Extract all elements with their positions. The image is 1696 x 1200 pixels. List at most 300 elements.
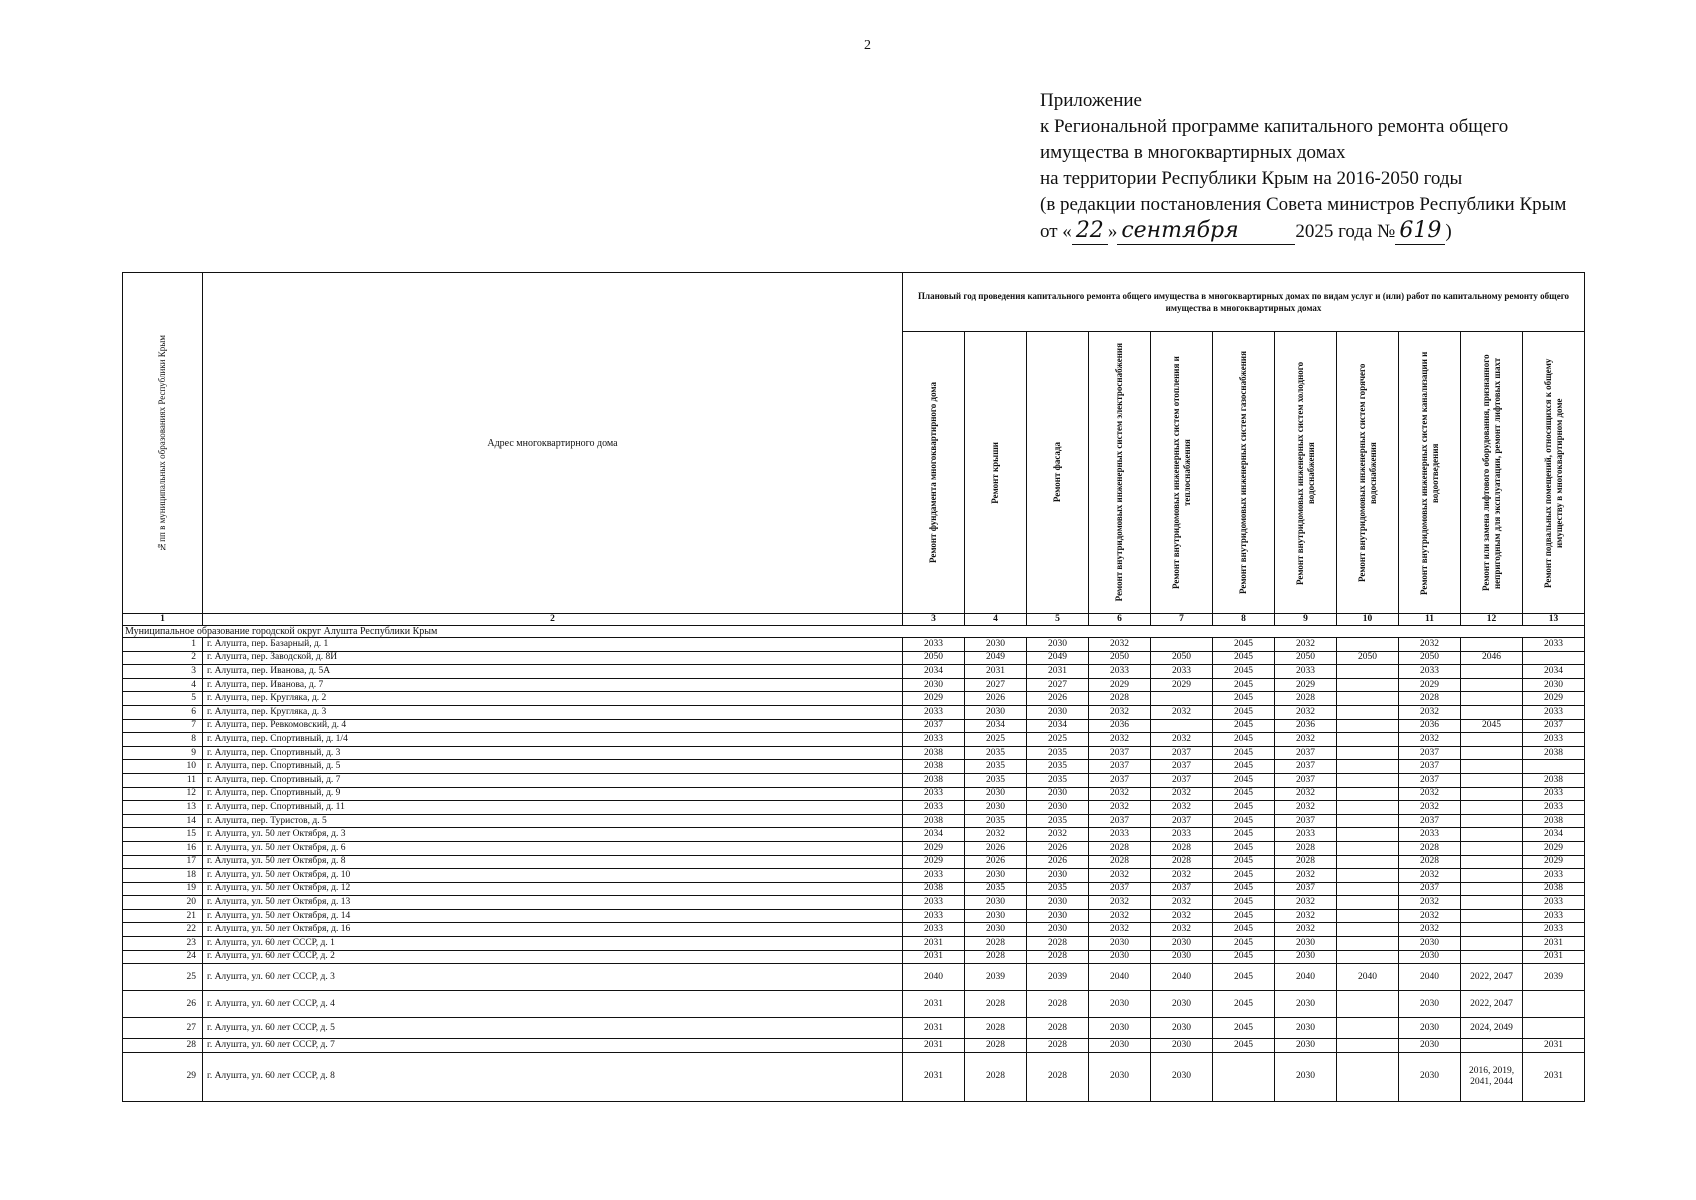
year-cell: 2031 bbox=[903, 950, 965, 964]
year-cell: 2036 bbox=[1089, 719, 1151, 733]
year-cell: 2031 bbox=[903, 1039, 965, 1053]
year-cell: 2032 bbox=[1275, 909, 1337, 923]
table-body bbox=[123, 614, 1585, 1102]
year-cell: 2033 bbox=[1523, 733, 1585, 747]
table-row bbox=[123, 760, 1585, 774]
column-number: 7 bbox=[1151, 614, 1213, 626]
year-cell bbox=[1461, 760, 1523, 774]
year-cell: 2030 bbox=[1151, 950, 1213, 964]
year-cell: 2032 bbox=[1151, 733, 1213, 747]
year-cell: 2045 bbox=[1213, 814, 1275, 828]
year-cell: 2045 bbox=[1213, 855, 1275, 869]
row-number: 7 bbox=[123, 719, 203, 733]
year-cell: 2040 bbox=[1151, 964, 1213, 991]
year-cell: 2035 bbox=[1027, 773, 1089, 787]
year-text: 2025 года № bbox=[1295, 221, 1396, 242]
year-cell: 2032 bbox=[1151, 705, 1213, 719]
column-number: 4 bbox=[965, 614, 1027, 626]
year-cell: 2032 bbox=[1089, 638, 1151, 652]
column-number: 1 bbox=[123, 614, 203, 626]
year-cell: 2037 bbox=[1399, 773, 1461, 787]
year-cell bbox=[1337, 937, 1399, 951]
year-cell: 2033 bbox=[903, 705, 965, 719]
year-cell: 2032 bbox=[1089, 733, 1151, 747]
row-number: 27 bbox=[123, 1018, 203, 1039]
year-cell: 2037 bbox=[1089, 773, 1151, 787]
year-cell: 2031 bbox=[903, 1018, 965, 1039]
row-number: 9 bbox=[123, 746, 203, 760]
year-cell: 2032 bbox=[1275, 787, 1337, 801]
year-cell: 2034 bbox=[965, 719, 1027, 733]
row-number: 12 bbox=[123, 787, 203, 801]
year-cell bbox=[1337, 855, 1399, 869]
year-cell: 2050 bbox=[1399, 651, 1461, 665]
page-number: 2 bbox=[864, 38, 871, 53]
table-row bbox=[123, 869, 1585, 883]
year-cell: 2031 bbox=[1523, 950, 1585, 964]
year-cell: 2026 bbox=[1027, 855, 1089, 869]
year-cell: 2045 bbox=[1213, 773, 1275, 787]
work-type-header: Ремонт внутридомовых инженерных систем горячего водоснабжения bbox=[1337, 332, 1399, 614]
work-type-header: Ремонт внутридомовых инженерных систем отопления и теплоснабжения bbox=[1151, 332, 1213, 614]
year-cell: 2033 bbox=[1523, 787, 1585, 801]
year-cell: 2030 bbox=[1027, 801, 1089, 815]
table-row bbox=[123, 787, 1585, 801]
year-cell bbox=[1337, 705, 1399, 719]
year-cell: 2033 bbox=[1523, 801, 1585, 815]
address-cell: г. Алушта, пер. Спортивный, д. 5 bbox=[203, 760, 903, 774]
year-cell: 2028 bbox=[1275, 841, 1337, 855]
year-cell: 2037 bbox=[1275, 746, 1337, 760]
address-cell: г. Алушта, пер. Базарный, д. 1 bbox=[203, 638, 903, 652]
year-cell: 2032 bbox=[1275, 638, 1337, 652]
year-cell: 2037 bbox=[903, 719, 965, 733]
year-cell: 2045 bbox=[1213, 1018, 1275, 1039]
table-row bbox=[123, 855, 1585, 869]
handwritten-day: 22 bbox=[1072, 218, 1108, 245]
date-suffix: ) bbox=[1445, 221, 1452, 242]
year-cell bbox=[1461, 705, 1523, 719]
year-cell: 2033 bbox=[903, 638, 965, 652]
year-cell: 2028 bbox=[1027, 1052, 1089, 1101]
column-number: 2 bbox=[203, 614, 903, 626]
year-cell: 2035 bbox=[1027, 746, 1089, 760]
appendix-header bbox=[1040, 88, 1566, 245]
year-cell bbox=[1461, 733, 1523, 747]
year-cell: 2039 bbox=[1523, 964, 1585, 991]
year-cell: 2037 bbox=[1151, 882, 1213, 896]
row-number: 10 bbox=[123, 760, 203, 774]
row-number: 25 bbox=[123, 964, 203, 991]
year-cell bbox=[1151, 638, 1213, 652]
year-cell: 2038 bbox=[903, 760, 965, 774]
year-cell: 2032 bbox=[1399, 638, 1461, 652]
year-cell: 2038 bbox=[1523, 746, 1585, 760]
year-cell: 2045 bbox=[1213, 1039, 1275, 1053]
table-row bbox=[123, 964, 1585, 991]
repair-schedule-table-wrap bbox=[122, 272, 1584, 1102]
address-cell: г. Алушта, ул. 50 лет Октября, д. 13 bbox=[203, 896, 903, 910]
year-cell: 2040 bbox=[903, 964, 965, 991]
year-cell: 2034 bbox=[903, 665, 965, 679]
year-cell: 2033 bbox=[903, 733, 965, 747]
year-cell: 2037 bbox=[1275, 760, 1337, 774]
address-cell: г. Алушта, ул. 50 лет Октября, д. 8 bbox=[203, 855, 903, 869]
section-row bbox=[123, 626, 1585, 638]
row-number: 13 bbox=[123, 801, 203, 815]
year-cell: 2033 bbox=[1523, 705, 1585, 719]
year-cell: 2032 bbox=[1151, 869, 1213, 883]
year-cell: 2030 bbox=[1275, 950, 1337, 964]
year-cell: 2030 bbox=[1151, 1052, 1213, 1101]
year-cell: 2030 bbox=[1399, 937, 1461, 951]
year-cell bbox=[1337, 814, 1399, 828]
year-cell: 2045 bbox=[1213, 937, 1275, 951]
table-row bbox=[123, 950, 1585, 964]
year-cell: 2032 bbox=[1089, 909, 1151, 923]
year-cell: 2026 bbox=[965, 855, 1027, 869]
year-cell: 2030 bbox=[1089, 1039, 1151, 1053]
year-cell: 2028 bbox=[1399, 692, 1461, 706]
row-number: 3 bbox=[123, 665, 203, 679]
year-cell: 2034 bbox=[1523, 665, 1585, 679]
year-cell: 2026 bbox=[965, 692, 1027, 706]
table-row bbox=[123, 1052, 1585, 1101]
year-cell: 2035 bbox=[965, 746, 1027, 760]
year-cell: 2037 bbox=[1399, 760, 1461, 774]
year-cell: 2026 bbox=[1027, 841, 1089, 855]
address-cell: г. Алушта, ул. 60 лет СССР, д. 7 bbox=[203, 1039, 903, 1053]
year-cell: 2030 bbox=[903, 678, 965, 692]
year-cell: 2033 bbox=[1089, 665, 1151, 679]
year-cell: 2032 bbox=[1089, 896, 1151, 910]
year-cell: 2050 bbox=[1275, 651, 1337, 665]
year-cell bbox=[1337, 638, 1399, 652]
year-cell: 2032 bbox=[1399, 869, 1461, 883]
year-cell bbox=[1461, 841, 1523, 855]
year-cell: 2045 bbox=[1213, 638, 1275, 652]
year-cell: 2030 bbox=[1151, 1039, 1213, 1053]
year-cell: 2030 bbox=[1275, 1052, 1337, 1101]
year-cell: 2030 bbox=[1027, 923, 1089, 937]
year-cell bbox=[1337, 692, 1399, 706]
year-cell bbox=[1337, 923, 1399, 937]
year-cell: 2050 bbox=[1337, 651, 1399, 665]
table-row bbox=[123, 841, 1585, 855]
year-cell bbox=[1337, 746, 1399, 760]
year-cell: 2032 bbox=[1151, 801, 1213, 815]
year-cell: 2033 bbox=[1523, 638, 1585, 652]
appendix-line: на территории Республики Крым на 2016-2050 годы bbox=[1040, 168, 1463, 189]
year-cell: 2028 bbox=[1399, 841, 1461, 855]
year-cell: 2030 bbox=[1027, 787, 1089, 801]
year-cell: 2032 bbox=[1089, 869, 1151, 883]
year-cell: 2022, 2047 bbox=[1461, 991, 1523, 1018]
year-cell: 2036 bbox=[1275, 719, 1337, 733]
year-cell: 2038 bbox=[903, 773, 965, 787]
year-cell: 2030 bbox=[1275, 1018, 1337, 1039]
year-cell: 2029 bbox=[1275, 678, 1337, 692]
year-cell: 2029 bbox=[1089, 678, 1151, 692]
year-cell: 2028 bbox=[1151, 841, 1213, 855]
year-cell: 2034 bbox=[1523, 828, 1585, 842]
year-cell: 2032 bbox=[965, 828, 1027, 842]
year-cell: 2026 bbox=[1027, 692, 1089, 706]
appendix-line: к Региональной программе капитального ремонта общего bbox=[1040, 116, 1509, 137]
year-cell: 2035 bbox=[965, 773, 1027, 787]
row-number: 19 bbox=[123, 882, 203, 896]
year-cell bbox=[1337, 1039, 1399, 1053]
year-cell bbox=[1461, 678, 1523, 692]
year-cell: 2033 bbox=[1089, 828, 1151, 842]
year-cell bbox=[1461, 937, 1523, 951]
year-cell: 2030 bbox=[1151, 937, 1213, 951]
year-cell: 2028 bbox=[1027, 950, 1089, 964]
year-cell: 2033 bbox=[903, 923, 965, 937]
table-row bbox=[123, 991, 1585, 1018]
year-cell bbox=[1461, 896, 1523, 910]
year-cell: 2033 bbox=[1275, 665, 1337, 679]
year-cell: 2050 bbox=[903, 651, 965, 665]
year-cell: 2033 bbox=[903, 787, 965, 801]
year-cell: 2028 bbox=[1027, 1039, 1089, 1053]
year-cell bbox=[1213, 1052, 1275, 1101]
year-cell: 2029 bbox=[903, 692, 965, 706]
row-number: 23 bbox=[123, 937, 203, 951]
table-row bbox=[123, 814, 1585, 828]
work-type-header: Ремонт или замена лифтового оборудования, признанного непригодным для эксплуатации, ремонт лифтовых шахт bbox=[1461, 332, 1523, 614]
year-cell bbox=[1461, 869, 1523, 883]
table-row bbox=[123, 828, 1585, 842]
year-cell: 2045 bbox=[1213, 909, 1275, 923]
year-cell: 2032 bbox=[1151, 909, 1213, 923]
year-cell: 2030 bbox=[1151, 1018, 1213, 1039]
address-cell: г. Алушта, пер. Спортивный, д. 3 bbox=[203, 746, 903, 760]
year-cell bbox=[1337, 801, 1399, 815]
work-type-header: Ремонт подвальных помещений, относящихся к общему имуществу в многоквартирном доме bbox=[1523, 332, 1585, 614]
year-cell: 2037 bbox=[1151, 814, 1213, 828]
year-cell: 2030 bbox=[1399, 950, 1461, 964]
row-number: 20 bbox=[123, 896, 203, 910]
year-cell: 2035 bbox=[965, 882, 1027, 896]
col-address-header: Адрес многоквартирного дома bbox=[203, 273, 903, 614]
year-cell: 2030 bbox=[965, 923, 1027, 937]
address-cell: г. Алушта, пер. Спортивный, д. 9 bbox=[203, 787, 903, 801]
year-cell: 2035 bbox=[1027, 760, 1089, 774]
year-cell: 2031 bbox=[903, 937, 965, 951]
row-number: 14 bbox=[123, 814, 203, 828]
row-number: 24 bbox=[123, 950, 203, 964]
year-cell: 2032 bbox=[1399, 896, 1461, 910]
year-cell: 2028 bbox=[965, 1039, 1027, 1053]
year-cell bbox=[1337, 950, 1399, 964]
year-cell bbox=[1337, 773, 1399, 787]
year-cell: 2030 bbox=[1027, 705, 1089, 719]
address-cell: г. Алушта, ул. 50 лет Октября, д. 16 bbox=[203, 923, 903, 937]
year-cell: 2032 bbox=[1275, 869, 1337, 883]
year-cell bbox=[1337, 787, 1399, 801]
year-cell: 2030 bbox=[1275, 937, 1337, 951]
year-cell: 2029 bbox=[903, 841, 965, 855]
year-cell bbox=[1337, 760, 1399, 774]
year-cell: 2038 bbox=[903, 882, 965, 896]
year-cell bbox=[1523, 651, 1585, 665]
year-cell bbox=[1461, 787, 1523, 801]
table-row bbox=[123, 773, 1585, 787]
year-cell: 2028 bbox=[1027, 1018, 1089, 1039]
year-cell: 2045 bbox=[1213, 964, 1275, 991]
year-cell: 2028 bbox=[965, 1018, 1027, 1039]
address-cell: г. Алушта, пер. Иванова, д. 5А bbox=[203, 665, 903, 679]
year-cell bbox=[1461, 773, 1523, 787]
year-cell: 2028 bbox=[1089, 855, 1151, 869]
year-cell bbox=[1523, 1018, 1585, 1039]
date-mid: » bbox=[1107, 221, 1118, 242]
year-cell: 2033 bbox=[903, 896, 965, 910]
year-cell: 2031 bbox=[903, 1052, 965, 1101]
year-cell: 2037 bbox=[1399, 814, 1461, 828]
year-cell: 2045 bbox=[1213, 950, 1275, 964]
year-cell: 2032 bbox=[1399, 705, 1461, 719]
address-cell: г. Алушта, ул. 60 лет СССР, д. 8 bbox=[203, 1052, 903, 1101]
year-cell bbox=[1461, 692, 1523, 706]
year-cell: 2028 bbox=[1275, 855, 1337, 869]
row-number: 18 bbox=[123, 869, 203, 883]
year-cell: 2031 bbox=[903, 991, 965, 1018]
column-number: 3 bbox=[903, 614, 965, 626]
year-cell: 2030 bbox=[965, 801, 1027, 815]
year-cell: 2024, 2049 bbox=[1461, 1018, 1523, 1039]
year-cell bbox=[1461, 801, 1523, 815]
year-cell: 2028 bbox=[1027, 991, 1089, 1018]
work-type-header: Ремонт внутридомовых инженерных систем газоснабжения bbox=[1213, 332, 1275, 614]
column-number: 13 bbox=[1523, 614, 1585, 626]
address-cell: г. Алушта, пер. Кругляка, д. 3 bbox=[203, 705, 903, 719]
address-cell: г. Алушта, ул. 50 лет Октября, д. 14 bbox=[203, 909, 903, 923]
work-type-header: Ремонт крыши bbox=[965, 332, 1027, 614]
handwritten-month: сентября bbox=[1117, 218, 1295, 245]
year-cell: 2030 bbox=[965, 787, 1027, 801]
table-row bbox=[123, 882, 1585, 896]
year-cell: 2032 bbox=[1089, 705, 1151, 719]
year-cell: 2038 bbox=[903, 746, 965, 760]
year-cell bbox=[1337, 896, 1399, 910]
year-cell: 2033 bbox=[1399, 828, 1461, 842]
year-cell: 2028 bbox=[1399, 855, 1461, 869]
address-cell: г. Алушта, пер. Заводской, д. 8И bbox=[203, 651, 903, 665]
year-cell: 2038 bbox=[1523, 773, 1585, 787]
row-number: 29 bbox=[123, 1052, 203, 1101]
table-row bbox=[123, 746, 1585, 760]
year-cell: 2028 bbox=[1151, 855, 1213, 869]
row-number: 15 bbox=[123, 828, 203, 842]
year-cell: 2032 bbox=[1275, 801, 1337, 815]
year-cell: 2045 bbox=[1213, 678, 1275, 692]
year-cell: 2032 bbox=[1089, 801, 1151, 815]
year-cell: 2045 bbox=[1213, 705, 1275, 719]
address-cell: г. Алушта, ул. 60 лет СССР, д. 3 bbox=[203, 964, 903, 991]
year-cell: 2030 bbox=[1027, 896, 1089, 910]
row-number: 28 bbox=[123, 1039, 203, 1053]
year-cell: 2037 bbox=[1523, 719, 1585, 733]
work-type-header: Ремонт внутридомовых инженерных систем канализации и водоотведения bbox=[1399, 332, 1461, 614]
year-cell: 2037 bbox=[1089, 746, 1151, 760]
row-number: 22 bbox=[123, 923, 203, 937]
address-cell: г. Алушта, пер. Кругляка, д. 2 bbox=[203, 692, 903, 706]
year-cell: 2037 bbox=[1089, 882, 1151, 896]
year-cell: 2030 bbox=[1399, 1039, 1461, 1053]
year-cell bbox=[1337, 869, 1399, 883]
year-cell: 2030 bbox=[1027, 638, 1089, 652]
table-row bbox=[123, 801, 1585, 815]
column-number: 8 bbox=[1213, 614, 1275, 626]
column-number: 5 bbox=[1027, 614, 1089, 626]
year-cell: 2045 bbox=[1213, 733, 1275, 747]
work-type-header: Ремонт внутридомовых инженерных систем электроснабжения bbox=[1089, 332, 1151, 614]
column-number: 6 bbox=[1089, 614, 1151, 626]
year-cell bbox=[1337, 841, 1399, 855]
year-cell bbox=[1461, 828, 1523, 842]
year-cell: 2045 bbox=[1213, 719, 1275, 733]
year-cell bbox=[1337, 991, 1399, 1018]
year-cell: 2025 bbox=[1027, 733, 1089, 747]
section-title: Муниципальное образование городской округ Алушта Республики Крым bbox=[123, 626, 1585, 638]
work-type-header: Ремонт внутридомовых инженерных систем холодного водоснабжения bbox=[1275, 332, 1337, 614]
row-number: 8 bbox=[123, 733, 203, 747]
year-cell: 2030 bbox=[1523, 678, 1585, 692]
address-cell: г. Алушта, пер. Туристов, д. 5 bbox=[203, 814, 903, 828]
year-cell: 2038 bbox=[1523, 814, 1585, 828]
address-cell: г. Алушта, ул. 50 лет Октября, д. 3 bbox=[203, 828, 903, 842]
year-cell: 2032 bbox=[1027, 828, 1089, 842]
year-cell: 2030 bbox=[1089, 950, 1151, 964]
year-cell: 2030 bbox=[1027, 909, 1089, 923]
table-row bbox=[123, 1018, 1585, 1039]
year-cell: 2026 bbox=[965, 841, 1027, 855]
year-cell: 2035 bbox=[1027, 814, 1089, 828]
table-row bbox=[123, 638, 1585, 652]
year-cell: 2049 bbox=[965, 651, 1027, 665]
year-cell: 2030 bbox=[1399, 991, 1461, 1018]
year-cell: 2049 bbox=[1027, 651, 1089, 665]
table-row bbox=[123, 937, 1585, 951]
year-cell: 2045 bbox=[1213, 787, 1275, 801]
year-cell: 2045 bbox=[1213, 869, 1275, 883]
table-row bbox=[123, 705, 1585, 719]
year-cell: 2045 bbox=[1213, 651, 1275, 665]
year-cell: 2032 bbox=[1089, 787, 1151, 801]
work-type-header: Ремонт фундамента многоквартирного дома bbox=[903, 332, 965, 614]
appendix-title: Приложение bbox=[1040, 90, 1142, 111]
year-cell: 2030 bbox=[1089, 1052, 1151, 1101]
row-number: 11 bbox=[123, 773, 203, 787]
year-cell: 2030 bbox=[1089, 937, 1151, 951]
row-number: 1 bbox=[123, 638, 203, 652]
year-cell bbox=[1461, 909, 1523, 923]
year-cell: 2045 bbox=[1213, 841, 1275, 855]
year-cell: 2037 bbox=[1089, 814, 1151, 828]
year-cell: 2032 bbox=[1399, 909, 1461, 923]
table-row bbox=[123, 909, 1585, 923]
year-cell: 2045 bbox=[1213, 828, 1275, 842]
year-cell: 2029 bbox=[1151, 678, 1213, 692]
year-cell: 2033 bbox=[903, 801, 965, 815]
year-cell: 2030 bbox=[1151, 991, 1213, 1018]
year-cell: 2030 bbox=[965, 638, 1027, 652]
year-cell: 2030 bbox=[1399, 1018, 1461, 1039]
year-cell: 2032 bbox=[1399, 787, 1461, 801]
year-cell bbox=[1461, 923, 1523, 937]
